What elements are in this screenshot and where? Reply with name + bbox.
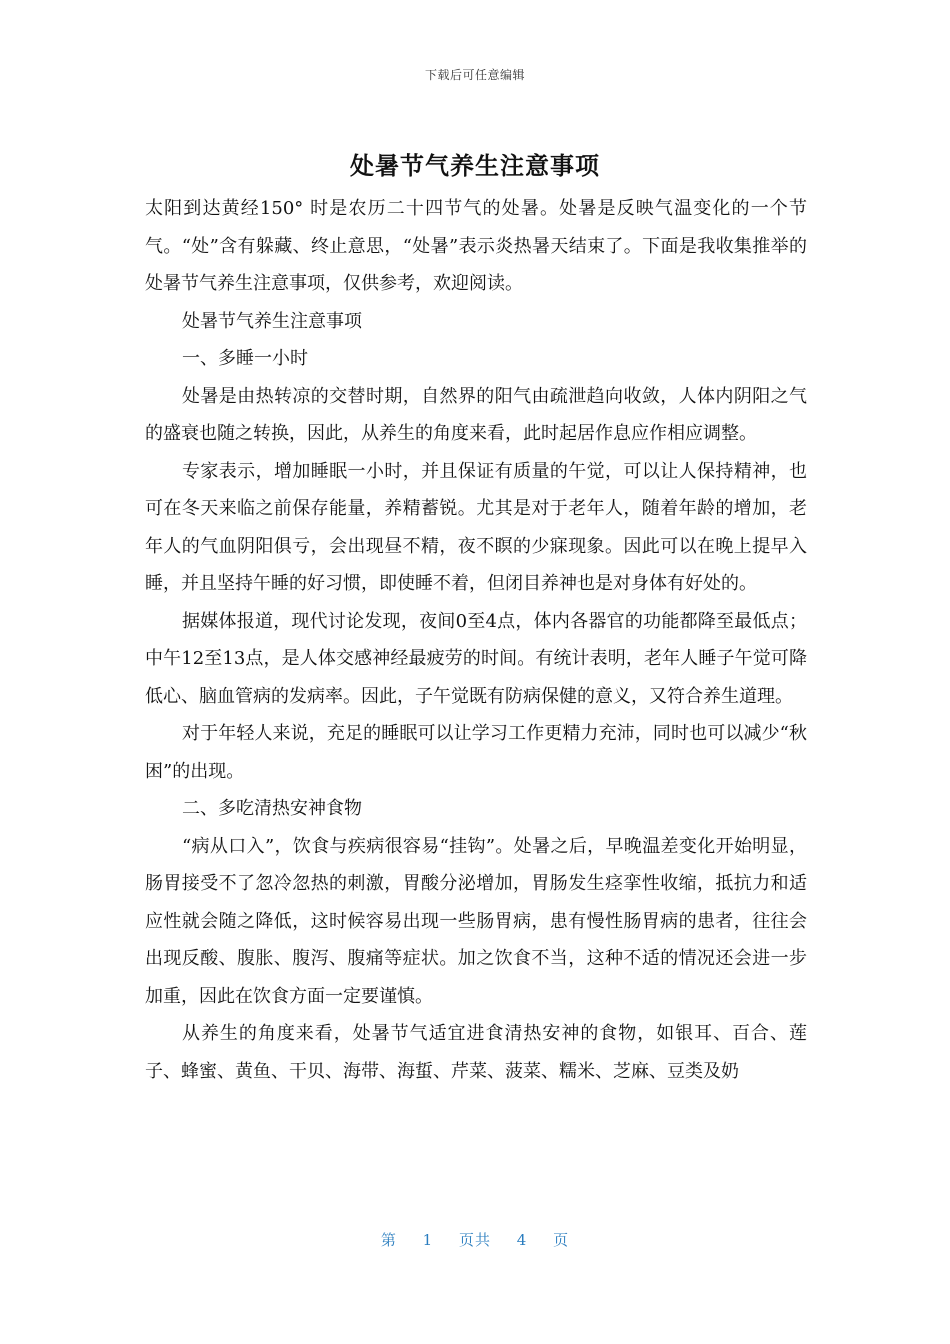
subheading-sleep: 一、多睡一小时	[182, 348, 308, 369]
paragraph: 对于年轻人来说，充足的睡眠可以让学习工作更精力充沛，同时也可以减少“秋困”的出现。	[145, 723, 807, 782]
document-title: 处暑节气养生注意事项	[350, 152, 600, 180]
paragraph: 据媒体报道，现代讨论发现，夜间0至4点，体内各器官的功能都降至最低点；中午12至13点，是人体交感神经最疲劳的时间。有统计表明，老年人睡子午觉可降低心、脑血管病的发病率。因此，子午觉既有防病保健的意义，又符合养生道理。	[145, 610, 807, 707]
footer-label-total: 页共	[458, 1231, 491, 1249]
subheading-food: 二、多吃清热安神食物	[182, 798, 362, 819]
header-note: 下载后可任意编辑	[424, 68, 525, 82]
footer-total-pages: 4	[516, 1231, 528, 1249]
footer-current-page: 1	[422, 1231, 434, 1249]
paragraph: 从养生的角度来看，处暑节气适宜进食清热安神的食物，如银耳、百合、莲子、蜂蜜、黄鱼、干贝、海带、海蜇、芹菜、菠菜、糯米、芝麻、豆类及奶	[145, 1023, 807, 1082]
section-heading: 处暑节气养生注意事项	[182, 310, 362, 332]
paragraph: 专家表示，增加睡眠一小时，并且保证有质量的午觉，可以让人保持精神，也可在冬天来临之前保存能量，养精蓄锐。尤其是对于老年人，随着年龄的增加，老年人的气血阴阳俱亏，会出现昼不精，夜不瞑的少寐现象。因此可以在晚上提早入睡，并且坚持午睡的好习惯，即使睡不着，但闭目养神也是对身体有好处的。	[145, 460, 807, 594]
paragraph: “病从口入”，饮食与疾病很容易“挂钩”。处暑之后，早晚温差变化开始明显，肠胃接受不了忽冷忽热的刺激，胃酸分泌增加，胃肠发生痉挛性收缩，抵抗力和适应性就会随之降低，这时候容易出现一些肠胃病，患有慢性肠胃病的患者，往往会出现反酸、腹胀、腹泻、腹痛等症状。加之饮食不当，这种不适的情况还会进一步加重，因此在饮食方面一定要谨慎。	[145, 835, 807, 1007]
footer-label-end: 页	[553, 1231, 570, 1249]
document-body	[145, 190, 807, 1090]
page-footer	[0, 1229, 950, 1250]
footer-label-page: 第	[380, 1231, 397, 1249]
paragraph: 处暑是由热转凉的交替时期，自然界的阳气由疏泄趋向收敛，人体内阴阳之气的盛衰也随之转换，因此，从养生的角度来看，此时起居作息应作相应调整。	[145, 385, 807, 444]
paragraph-intro: 太阳到达黄经150° 时是农历二十四节气的处暑。处暑是反映气温变化的一个节气。“处”含有躲藏、终止意思，“处暑”表示炎热暑天结束了。下面是我收集推举的处暑节气养生注意事项，仅供参考，欢迎阅读。	[145, 198, 807, 294]
